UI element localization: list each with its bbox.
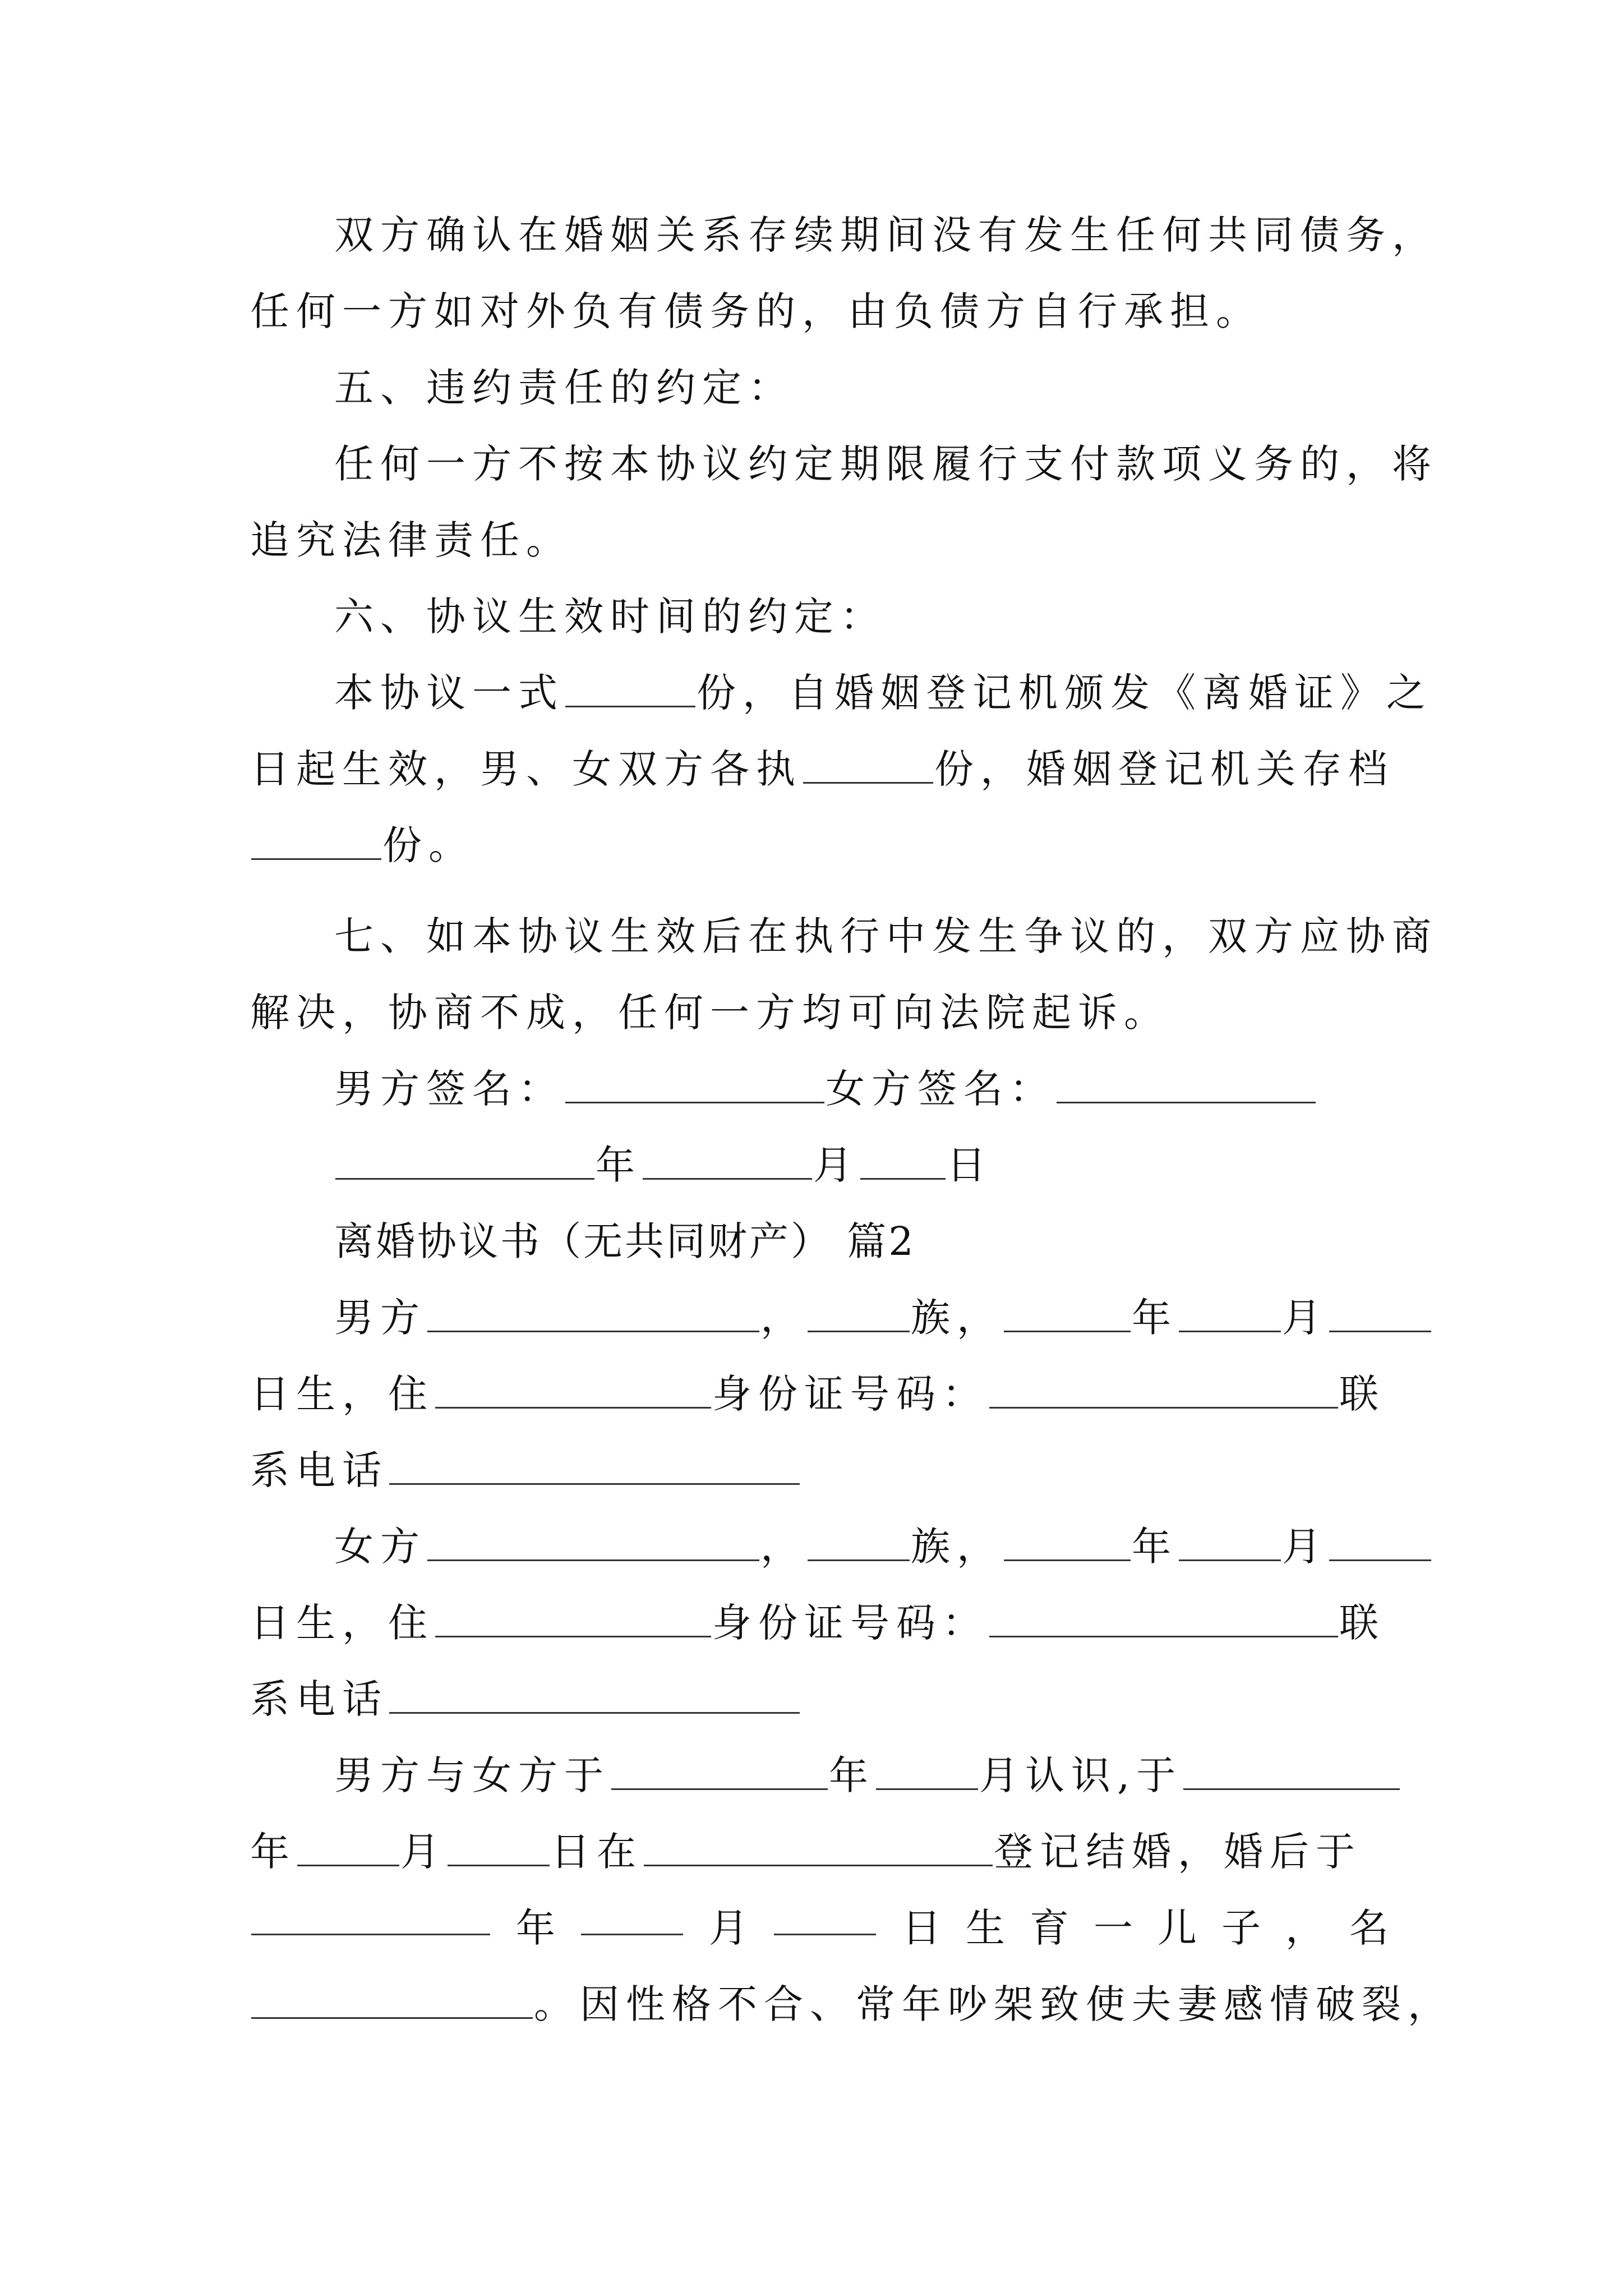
female-name-blank [427,1520,759,1561]
female-birth-day-blank [1329,1520,1431,1561]
date-day-blank [860,1139,946,1180]
male-info-line2: 日生，住 身份证号码： 联 [250,1360,1389,1428]
married-year-blank [1183,1749,1400,1790]
paragraph-debt-line2: 任何一方如对外负有债务的，由负债方自行承担。 [250,288,1262,334]
date-month-blank [643,1139,812,1180]
female-ethnicity-blank [808,1520,910,1561]
married-month-blank [297,1825,399,1866]
male-name-blank [427,1291,759,1332]
marriage-history-line1: 男方与女方于 年 月认识,于 [334,1742,1389,1809]
male-ethnicity-blank [808,1291,910,1332]
male-birth-month-blank [1179,1291,1281,1332]
child-birth-year-blank [251,1894,490,1935]
child-birth-month-blank [581,1894,683,1935]
signature-line: 男方签名： 女方签名： [334,1055,1389,1122]
section-seven-line1: 七、如本协议生效后在执行中发生争议的，双方应协商 [334,913,1438,959]
paragraph-debt-line1: 双方确认在婚姻关系存续期间没有发生任何共同债务， [334,212,1438,258]
copies-each-blank [803,743,933,784]
male-phone-blank [389,1444,800,1485]
child-birth-day-blank [774,1894,876,1935]
male-birth-year-blank [1004,1291,1131,1332]
male-info-line1: 男方 ， 族， 年 月 [334,1284,1389,1351]
section-five-heading: 五、违约责任的约定： [334,365,794,411]
female-id-number-blank [989,1596,1338,1637]
date-year-blank [335,1139,594,1180]
section-six-heading: 六、协议生效时间的约定： [334,593,886,639]
female-birth-month-blank [1179,1520,1281,1561]
male-info-line3: 系电话 [250,1437,1389,1504]
male-address-blank [435,1368,711,1409]
paragraph-effective-line1: 本协议一式 份，自婚姻登记机颁发《离婚证》之 [334,659,1389,726]
male-id-number-blank [989,1368,1338,1409]
child-name-blank [251,1978,533,2019]
female-address-blank [435,1596,711,1637]
female-info-line1: 女方 ， 族， 年 月 [334,1513,1389,1580]
met-month-blank [876,1749,978,1790]
paragraph-effective-line2: 日起生效，男、女双方各执 份，婚姻登记机关存档 [250,735,1389,803]
female-signature-blank [1057,1062,1316,1103]
paragraph-effective-line3: 份。 [250,812,1389,879]
paragraph-breach-line1: 任何一方不按本协议约定期限履行支付款项义务的，将 [334,441,1438,487]
male-birth-day-blank [1329,1291,1431,1332]
female-birth-year-blank [1004,1520,1131,1561]
met-year-blank [611,1749,828,1790]
female-info-line2: 日生，住 身份证号码： 联 [250,1589,1389,1657]
agreement-title: 离婚协议书（无共同财产） 篇2 [334,1218,916,1264]
registration-place-blank [644,1825,993,1866]
section-seven-line2: 解决，协商不成，任何一方均可向法院起诉。 [250,990,1170,1036]
female-phone-blank [389,1673,800,1714]
marriage-history-line2: 年 月 日在 登记结婚，婚后于 [250,1818,1389,1885]
paragraph-breach-line2: 追究法律责任。 [250,517,572,563]
copies-archive-blank [251,819,381,860]
male-signature-blank [565,1062,824,1103]
female-info-line3: 系电话 [250,1665,1389,1733]
copies-blank [565,666,695,707]
marriage-history-line4: 。因性格不合、常年吵架致使夫妻感情破裂， [250,1971,1389,2038]
married-day-blank [448,1825,550,1866]
signature-date-line: 年 月 日 [334,1131,1389,1199]
marriage-history-line3: 年 月 日 生 育 一 儿 子 ， 名 [250,1894,1389,1962]
